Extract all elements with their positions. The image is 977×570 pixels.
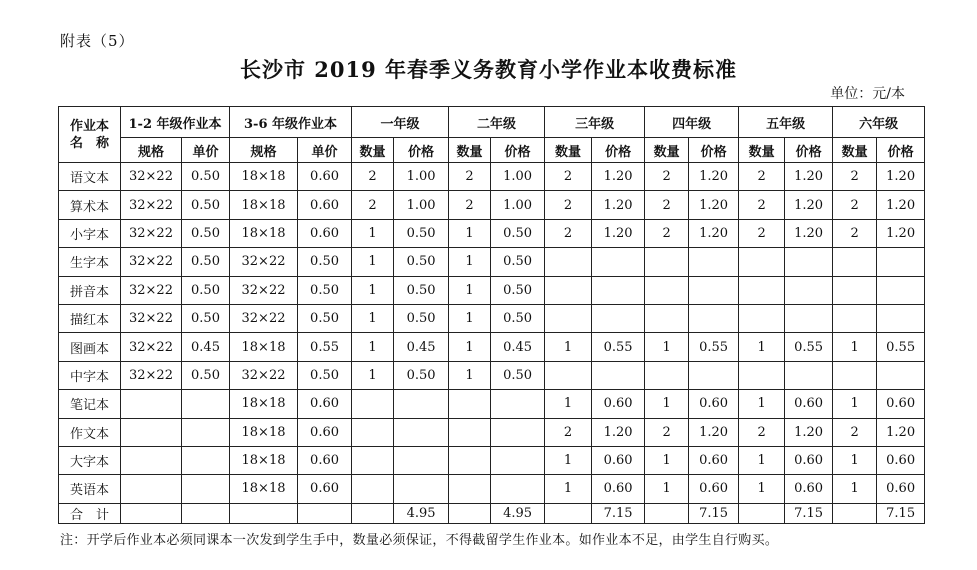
cell-g12-spec — [121, 390, 182, 418]
cell-grade4-price: 0.60 — [689, 390, 739, 418]
cell-g12-unit-price: 0.50 — [182, 276, 230, 304]
cell-g36-unit-price: 0.60 — [298, 191, 352, 219]
cell-grade1-qty: 1 — [352, 361, 394, 389]
cell-g36-spec: 18×18 — [230, 163, 298, 191]
cell-item-name: 小字本 — [59, 219, 121, 247]
cell-g36-unit-price: 0.55 — [298, 333, 352, 361]
cell-grade3-price: 0.60 — [592, 446, 645, 474]
cell-grade2-qty — [449, 390, 491, 418]
total-cell — [230, 503, 298, 523]
cell-grade3-qty: 2 — [545, 418, 592, 446]
cell-grade1-qty — [352, 418, 394, 446]
cell-grade4-price — [689, 361, 739, 389]
cell-g12-unit-price: 0.50 — [182, 248, 230, 276]
cell-grade2-price: 0.50 — [491, 361, 545, 389]
cell-grade5-price — [785, 276, 833, 304]
cell-grade5-qty: 2 — [739, 191, 785, 219]
table-row — [59, 304, 925, 332]
cell-grade5-price: 0.60 — [785, 446, 833, 474]
cell-g12-spec — [121, 418, 182, 446]
cell-g12-spec: 32×22 — [121, 248, 182, 276]
cell-g36-spec: 18×18 — [230, 418, 298, 446]
subheader-qty: 数量 — [449, 138, 491, 163]
cell-g12-unit-price: 0.45 — [182, 333, 230, 361]
table-row — [59, 248, 925, 276]
cell-grade4-qty: 2 — [645, 163, 689, 191]
group-header-g12: 1-2 年级作业本 — [121, 107, 230, 138]
cell-grade2-qty: 2 — [449, 163, 491, 191]
cell-grade3-qty: 2 — [545, 219, 592, 247]
cell-grade6-qty: 1 — [833, 333, 877, 361]
cell-grade2-qty: 1 — [449, 333, 491, 361]
cell-grade2-qty: 1 — [449, 219, 491, 247]
cell-grade2-price — [491, 418, 545, 446]
cell-grade6-price — [877, 248, 925, 276]
total-cell — [121, 503, 182, 523]
total-label: 合 计 — [59, 503, 121, 523]
total-cell — [833, 503, 877, 523]
cell-g12-spec: 32×22 — [121, 191, 182, 219]
cell-grade1-price: 1.00 — [394, 191, 449, 219]
cell-item-name: 语文本 — [59, 163, 121, 191]
subheader-spec: 规格 — [230, 138, 298, 163]
table-row — [59, 163, 925, 191]
cell-grade5-price: 0.60 — [785, 390, 833, 418]
total-cell: 4.95 — [491, 503, 545, 523]
table-row — [59, 475, 925, 503]
cell-grade1-qty: 2 — [352, 191, 394, 219]
cell-grade1-price — [394, 446, 449, 474]
cell-grade2-qty: 1 — [449, 361, 491, 389]
cell-grade4-price: 0.60 — [689, 475, 739, 503]
cell-grade5-qty: 1 — [739, 333, 785, 361]
total-cell — [352, 503, 394, 523]
total-cell: 7.15 — [592, 503, 645, 523]
table-row — [59, 276, 925, 304]
cell-grade5-qty — [739, 361, 785, 389]
cell-grade6-price — [877, 304, 925, 332]
cell-grade1-price: 0.50 — [394, 248, 449, 276]
cell-grade4-qty: 1 — [645, 446, 689, 474]
group-header-g36: 3-6 年级作业本 — [230, 107, 352, 138]
cell-g12-spec: 32×22 — [121, 333, 182, 361]
cell-item-name: 生字本 — [59, 248, 121, 276]
cell-grade6-price: 1.20 — [877, 418, 925, 446]
cell-grade1-price: 1.00 — [394, 163, 449, 191]
cell-g36-spec: 32×22 — [230, 361, 298, 389]
group-header-grade1: 一年级 — [352, 107, 449, 138]
cell-grade5-price: 0.60 — [785, 475, 833, 503]
subheader-price: 价格 — [689, 138, 739, 163]
cell-grade4-price: 0.60 — [689, 446, 739, 474]
cell-grade6-price: 0.60 — [877, 390, 925, 418]
cell-grade3-qty: 2 — [545, 191, 592, 219]
cell-grade6-qty: 2 — [833, 163, 877, 191]
cell-grade3-qty: 1 — [545, 475, 592, 503]
table-row — [59, 191, 925, 219]
cell-grade2-price — [491, 446, 545, 474]
cell-g36-unit-price: 0.60 — [298, 219, 352, 247]
cell-grade4-price: 0.55 — [689, 333, 739, 361]
cell-grade6-qty: 2 — [833, 418, 877, 446]
cell-item-name: 大字本 — [59, 446, 121, 474]
cell-grade5-qty: 2 — [739, 219, 785, 247]
cell-grade2-price: 0.50 — [491, 304, 545, 332]
total-cell — [182, 503, 230, 523]
cell-item-name: 图画本 — [59, 333, 121, 361]
name-header-line2: 名 称 — [69, 135, 109, 151]
cell-grade5-price: 1.20 — [785, 219, 833, 247]
table-row — [59, 333, 925, 361]
total-cell: 7.15 — [785, 503, 833, 523]
cell-grade3-qty: 1 — [545, 390, 592, 418]
fee-table — [58, 106, 925, 524]
cell-g36-spec: 18×18 — [230, 475, 298, 503]
cell-g36-spec: 18×18 — [230, 390, 298, 418]
cell-g36-unit-price: 0.50 — [298, 248, 352, 276]
cell-grade6-qty: 2 — [833, 219, 877, 247]
cell-grade5-qty: 2 — [739, 163, 785, 191]
cell-g12-unit-price — [182, 475, 230, 503]
cell-grade5-price — [785, 304, 833, 332]
total-row — [59, 503, 925, 523]
cell-grade4-qty — [645, 304, 689, 332]
cell-grade6-qty — [833, 304, 877, 332]
cell-grade3-price: 0.60 — [592, 475, 645, 503]
cell-g36-unit-price: 0.60 — [298, 475, 352, 503]
cell-grade4-qty: 2 — [645, 418, 689, 446]
cell-grade2-price: 0.50 — [491, 219, 545, 247]
subheader-qty: 数量 — [739, 138, 785, 163]
cell-g12-unit-price: 0.50 — [182, 304, 230, 332]
cell-g36-unit-price: 0.50 — [298, 361, 352, 389]
cell-grade6-price: 0.60 — [877, 446, 925, 474]
cell-grade3-qty: 2 — [545, 163, 592, 191]
cell-grade5-qty: 2 — [739, 418, 785, 446]
cell-grade1-price: 0.50 — [394, 219, 449, 247]
cell-g36-unit-price: 0.60 — [298, 163, 352, 191]
cell-g36-spec: 32×22 — [230, 304, 298, 332]
cell-grade6-qty — [833, 361, 877, 389]
cell-grade2-price: 0.50 — [491, 248, 545, 276]
cell-grade5-qty — [739, 248, 785, 276]
cell-grade3-qty — [545, 304, 592, 332]
cell-grade4-qty — [645, 248, 689, 276]
cell-grade1-qty — [352, 475, 394, 503]
cell-grade2-qty: 2 — [449, 191, 491, 219]
cell-g12-spec: 32×22 — [121, 163, 182, 191]
cell-grade4-qty: 1 — [645, 333, 689, 361]
total-cell: 4.95 — [394, 503, 449, 523]
cell-grade1-price — [394, 390, 449, 418]
cell-item-name: 算术本 — [59, 191, 121, 219]
cell-grade3-price — [592, 304, 645, 332]
subheader-qty: 数量 — [352, 138, 394, 163]
cell-grade2-qty — [449, 446, 491, 474]
page-title: 长沙市 2019 年春季义务教育小学作业本收费标准 — [239, 57, 738, 82]
subheader-unit-price: 单价 — [182, 138, 230, 163]
total-cell — [739, 503, 785, 523]
cell-grade1-qty — [352, 446, 394, 474]
cell-item-name: 中字本 — [59, 361, 121, 389]
cell-grade4-price — [689, 304, 739, 332]
cell-g12-unit-price: 0.50 — [182, 219, 230, 247]
cell-grade6-price: 1.20 — [877, 191, 925, 219]
cell-grade2-qty: 1 — [449, 248, 491, 276]
subheader-price: 价格 — [592, 138, 645, 163]
cell-grade5-price: 1.20 — [785, 418, 833, 446]
cell-grade6-qty: 1 — [833, 475, 877, 503]
subheader-spec: 规格 — [121, 138, 182, 163]
table-row — [59, 361, 925, 389]
cell-grade3-qty — [545, 248, 592, 276]
cell-grade3-price: 1.20 — [592, 418, 645, 446]
cell-grade6-price: 1.20 — [877, 163, 925, 191]
cell-g36-spec: 18×18 — [230, 219, 298, 247]
subheader-qty: 数量 — [645, 138, 689, 163]
cell-g12-unit-price — [182, 390, 230, 418]
cell-grade4-qty — [645, 276, 689, 304]
cell-grade3-qty — [545, 276, 592, 304]
cell-grade6-qty — [833, 248, 877, 276]
cell-grade6-qty: 2 — [833, 191, 877, 219]
cell-grade3-price: 1.20 — [592, 191, 645, 219]
cell-grade3-qty: 1 — [545, 333, 592, 361]
cell-grade4-price: 1.20 — [689, 191, 739, 219]
cell-grade5-price: 1.20 — [785, 163, 833, 191]
cell-grade1-price: 0.50 — [394, 361, 449, 389]
cell-grade1-qty: 1 — [352, 304, 394, 332]
cell-grade5-price: 1.20 — [785, 191, 833, 219]
cell-g12-unit-price — [182, 446, 230, 474]
cell-grade6-qty: 1 — [833, 446, 877, 474]
group-header-grade3: 三年级 — [545, 107, 645, 138]
cell-grade2-price: 1.00 — [491, 191, 545, 219]
cell-grade6-price — [877, 276, 925, 304]
cell-grade2-price — [491, 475, 545, 503]
table-row — [59, 446, 925, 474]
cell-grade1-price — [394, 475, 449, 503]
cell-grade5-price — [785, 248, 833, 276]
group-header-grade2: 二年级 — [449, 107, 545, 138]
cell-g12-spec — [121, 446, 182, 474]
cell-grade5-qty: 1 — [739, 390, 785, 418]
total-cell: 7.15 — [877, 503, 925, 523]
cell-grade4-price — [689, 276, 739, 304]
cell-grade6-price: 0.60 — [877, 475, 925, 503]
cell-grade3-price: 0.55 — [592, 333, 645, 361]
subheader-price: 价格 — [785, 138, 833, 163]
cell-g12-spec — [121, 475, 182, 503]
cell-grade2-price: 0.50 — [491, 276, 545, 304]
cell-grade5-price: 0.55 — [785, 333, 833, 361]
subheader-qty: 数量 — [545, 138, 592, 163]
cell-grade4-price: 1.20 — [689, 163, 739, 191]
cell-grade5-price — [785, 361, 833, 389]
cell-grade5-qty — [739, 276, 785, 304]
cell-grade6-qty: 1 — [833, 390, 877, 418]
cell-grade3-price: 1.20 — [592, 163, 645, 191]
cell-grade1-qty: 1 — [352, 248, 394, 276]
cell-grade3-price — [592, 248, 645, 276]
cell-g36-spec: 18×18 — [230, 191, 298, 219]
cell-item-name: 笔记本 — [59, 390, 121, 418]
unit-label: 单位：元/本 — [830, 86, 905, 102]
cell-grade2-price — [491, 390, 545, 418]
cell-g36-spec: 18×18 — [230, 333, 298, 361]
cell-grade3-price: 0.60 — [592, 390, 645, 418]
cell-g36-spec: 32×22 — [230, 276, 298, 304]
cell-grade5-qty — [739, 304, 785, 332]
cell-grade1-qty: 1 — [352, 333, 394, 361]
cell-grade4-qty: 1 — [645, 390, 689, 418]
cell-grade3-price — [592, 361, 645, 389]
cell-grade1-price: 0.50 — [394, 304, 449, 332]
subheader-qty: 数量 — [833, 138, 877, 163]
cell-g12-unit-price: 0.50 — [182, 191, 230, 219]
cell-g36-unit-price: 0.60 — [298, 390, 352, 418]
cell-grade2-qty — [449, 418, 491, 446]
cell-g12-unit-price: 0.50 — [182, 361, 230, 389]
cell-grade1-qty: 1 — [352, 219, 394, 247]
cell-g36-unit-price: 0.60 — [298, 446, 352, 474]
cell-grade2-qty: 1 — [449, 304, 491, 332]
cell-g12-spec: 32×22 — [121, 276, 182, 304]
cell-g12-spec: 32×22 — [121, 304, 182, 332]
cell-grade2-price: 1.00 — [491, 163, 545, 191]
total-cell — [545, 503, 592, 523]
cell-grade5-qty: 1 — [739, 475, 785, 503]
cell-grade1-price — [394, 418, 449, 446]
cell-grade3-price: 1.20 — [592, 219, 645, 247]
total-cell — [645, 503, 689, 523]
cell-g12-unit-price: 0.50 — [182, 163, 230, 191]
cell-g36-unit-price: 0.50 — [298, 304, 352, 332]
group-header-grade4: 四年级 — [645, 107, 739, 138]
cell-item-name: 描红本 — [59, 304, 121, 332]
cell-g36-spec: 18×18 — [230, 446, 298, 474]
subheader-price: 价格 — [394, 138, 449, 163]
cell-grade2-qty — [449, 475, 491, 503]
cell-item-name: 作文本 — [59, 418, 121, 446]
table-row — [59, 390, 925, 418]
name-column-header — [59, 107, 121, 163]
cell-grade1-qty — [352, 390, 394, 418]
cell-grade2-qty: 1 — [449, 276, 491, 304]
cell-grade4-price: 1.20 — [689, 418, 739, 446]
cell-grade5-qty: 1 — [739, 446, 785, 474]
cell-grade4-qty: 2 — [645, 191, 689, 219]
total-cell: 7.15 — [689, 503, 739, 523]
fee-table-body — [59, 163, 925, 524]
cell-grade4-price — [689, 248, 739, 276]
cell-grade6-price: 0.55 — [877, 333, 925, 361]
group-header-grade6: 六年级 — [833, 107, 925, 138]
cell-grade4-qty: 2 — [645, 219, 689, 247]
subheader-unit-price: 单价 — [298, 138, 352, 163]
cell-grade4-qty: 1 — [645, 475, 689, 503]
name-header-line1: 作业本 — [69, 118, 109, 134]
cell-grade1-price: 0.50 — [394, 276, 449, 304]
total-cell — [298, 503, 352, 523]
total-cell — [449, 503, 491, 523]
appendix-label: 附表（5） — [60, 32, 135, 50]
subheader-price: 价格 — [491, 138, 545, 163]
cell-grade3-price — [592, 276, 645, 304]
cell-grade4-qty — [645, 361, 689, 389]
table-row — [59, 418, 925, 446]
cell-g36-unit-price: 0.50 — [298, 276, 352, 304]
cell-g36-spec: 32×22 — [230, 248, 298, 276]
cell-grade2-price: 0.45 — [491, 333, 545, 361]
cell-grade3-qty — [545, 361, 592, 389]
cell-g12-spec: 32×22 — [121, 361, 182, 389]
cell-grade6-qty — [833, 276, 877, 304]
cell-grade3-qty: 1 — [545, 446, 592, 474]
footnote: 注：开学后作业本必须同课本一次发到学生手中，数量必须保证，不得截留学生作业本。如作业本不足，由学生自行购买。 — [60, 533, 779, 548]
cell-item-name: 英语本 — [59, 475, 121, 503]
cell-grade6-price: 1.20 — [877, 219, 925, 247]
cell-grade6-price — [877, 361, 925, 389]
cell-grade1-price: 0.45 — [394, 333, 449, 361]
cell-g12-unit-price — [182, 418, 230, 446]
group-header-grade5: 五年级 — [739, 107, 833, 138]
cell-grade4-price: 1.20 — [689, 219, 739, 247]
cell-g36-unit-price: 0.60 — [298, 418, 352, 446]
subheader-price: 价格 — [877, 138, 925, 163]
cell-item-name: 拼音本 — [59, 276, 121, 304]
cell-g12-spec: 32×22 — [121, 219, 182, 247]
cell-grade1-qty: 2 — [352, 163, 394, 191]
table-row — [59, 219, 925, 247]
cell-grade1-qty: 1 — [352, 276, 394, 304]
